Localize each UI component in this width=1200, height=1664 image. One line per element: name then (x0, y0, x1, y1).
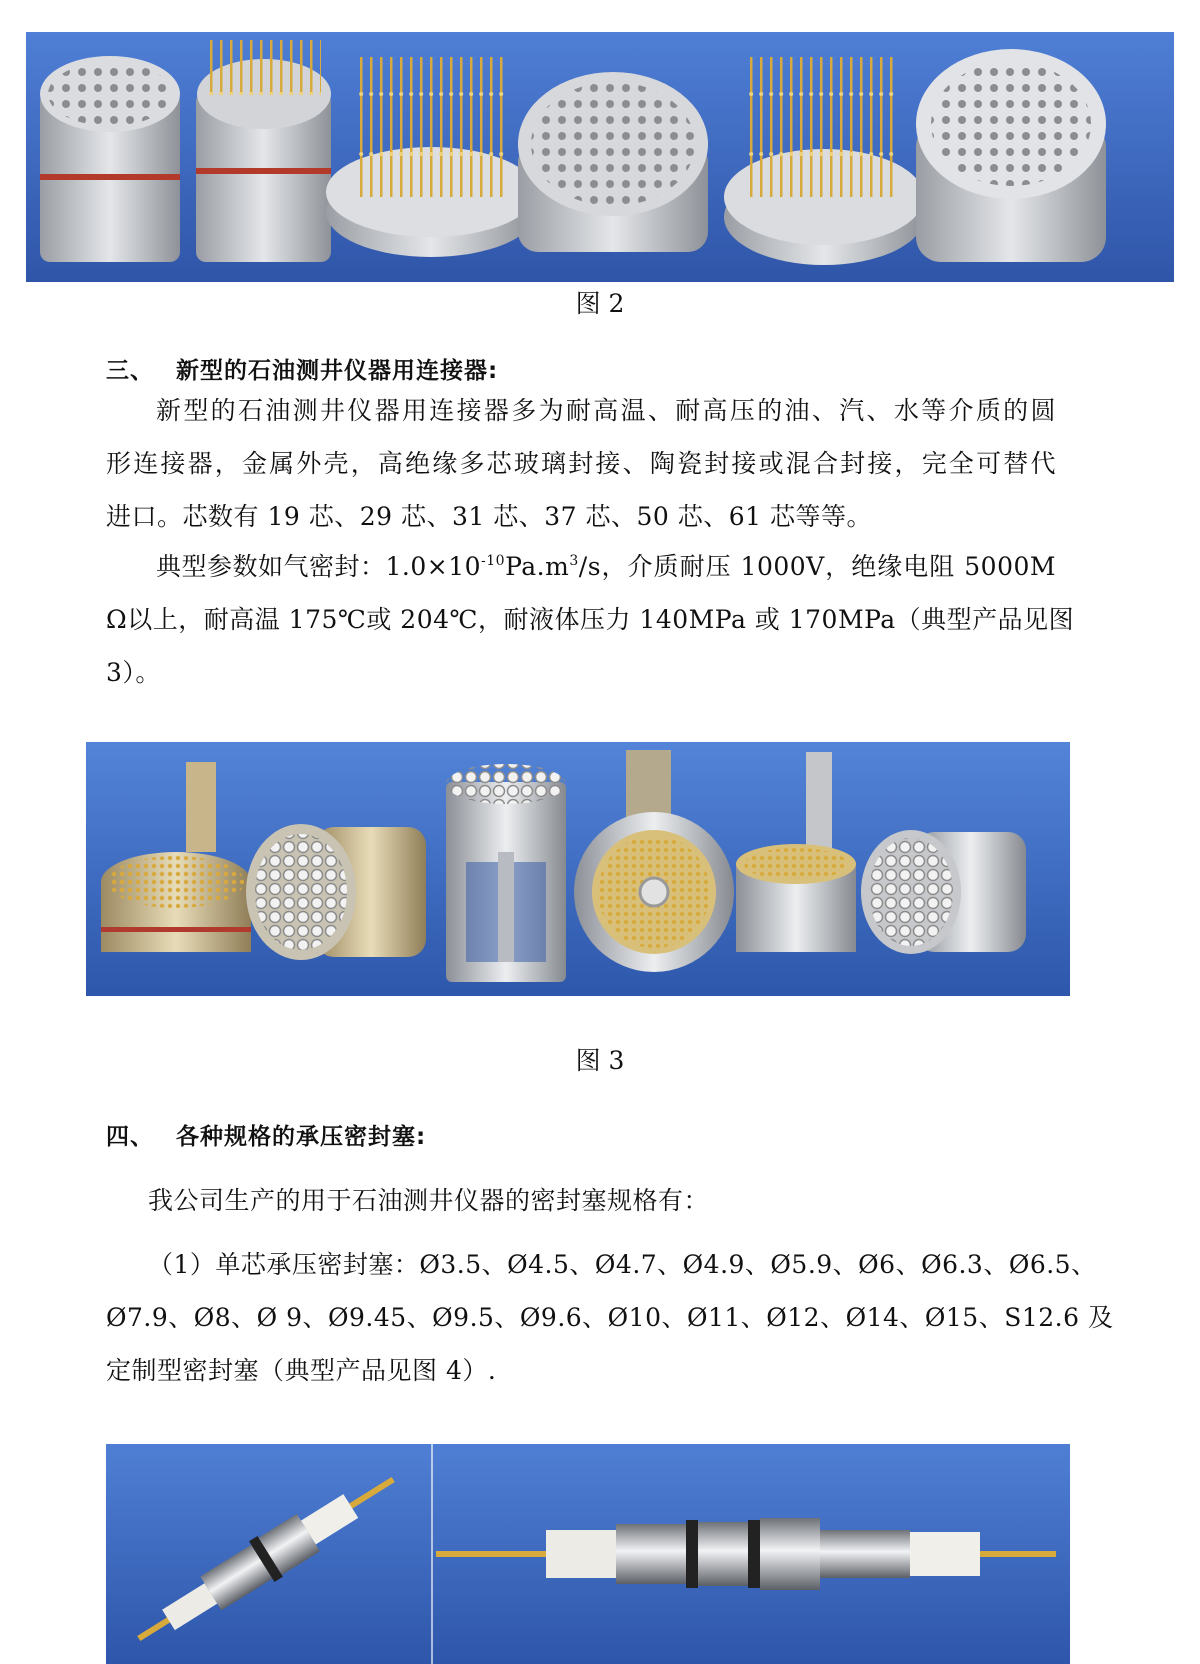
section-3-heading (106, 352, 498, 385)
figure-3-caption: 图 3 (575, 1046, 625, 1075)
paragraph-line: 3）。 (106, 658, 161, 687)
exponent: -10 (481, 553, 506, 569)
connector-photo-1 (40, 56, 180, 262)
connector-photo-3 (326, 57, 536, 257)
paragraph-line: 定制型密封塞（典型产品见图 4）. (106, 1356, 497, 1385)
paragraph-line: 新型的石油测井仪器用连接器多为耐高温、耐高压的油、汽、水等介质的圆 (156, 396, 1056, 425)
parameter-text: 典型参数如气密封：1.0×10 (156, 552, 482, 581)
paragraph-line: 进口。芯数有 19 芯、29 芯、31 芯、37 芯、50 芯、61 芯等等。 (106, 502, 872, 531)
figure-2-caption: 图 2 (575, 289, 625, 318)
section-4-number: 四、 (106, 1124, 154, 1150)
exponent: 3 (569, 553, 579, 569)
connector-photo-4 (518, 72, 708, 252)
paragraph-line (106, 540, 1056, 593)
section-4-intro (106, 1174, 1056, 1227)
connector-photo-6 (916, 49, 1106, 262)
figure-4-photo-strip (106, 1444, 1070, 1664)
paragraph-line: 形连接器，金属外壳，高绝缘多芯玻璃封接、陶瓷封接或混合封接，完全可替代 (106, 449, 1056, 478)
section-4-heading (106, 1118, 426, 1151)
paragraph-line: 我公司生产的用于石油测井仪器的密封塞规格有： (148, 1186, 710, 1215)
figure-3-photo-strip (86, 742, 1070, 996)
section-3-title: 新型的石油测井仪器用连接器: (176, 358, 499, 384)
paragraph-line: Ω以上，耐高温 175℃或 204℃，耐液体压力 140MPa 或 170MPa（典型产品见图 (106, 605, 1075, 634)
section-4-item-1 (106, 1238, 1114, 1397)
paragraph-line: Ø7.9、Ø8、Ø 9、Ø9.45、Ø9.5、Ø9.6、Ø10、Ø11、Ø12、Ø14、Ø15、S12.6 及 (106, 1303, 1114, 1332)
section-3-paragraph-2 (106, 540, 1075, 699)
figure-2-photo-strip (26, 32, 1174, 282)
connector-photo-2 (196, 40, 331, 262)
connector-photo-5 (724, 57, 924, 265)
section-3-paragraph-1 (106, 384, 1056, 543)
section-3-number: 三、 (106, 358, 154, 384)
section-4-title: 各种规格的承压密封塞: (176, 1124, 427, 1150)
parameter-text: /s，介质耐压 1000V，绝缘电阻 5000M (578, 552, 1056, 581)
parameter-text: Pa.m (505, 552, 570, 581)
paragraph-line: （1）单芯承压密封塞：Ø3.5、Ø4.5、Ø4.7、Ø4.9、Ø5.9、Ø6、Ø6.3、Ø6.5、 (148, 1250, 1097, 1279)
